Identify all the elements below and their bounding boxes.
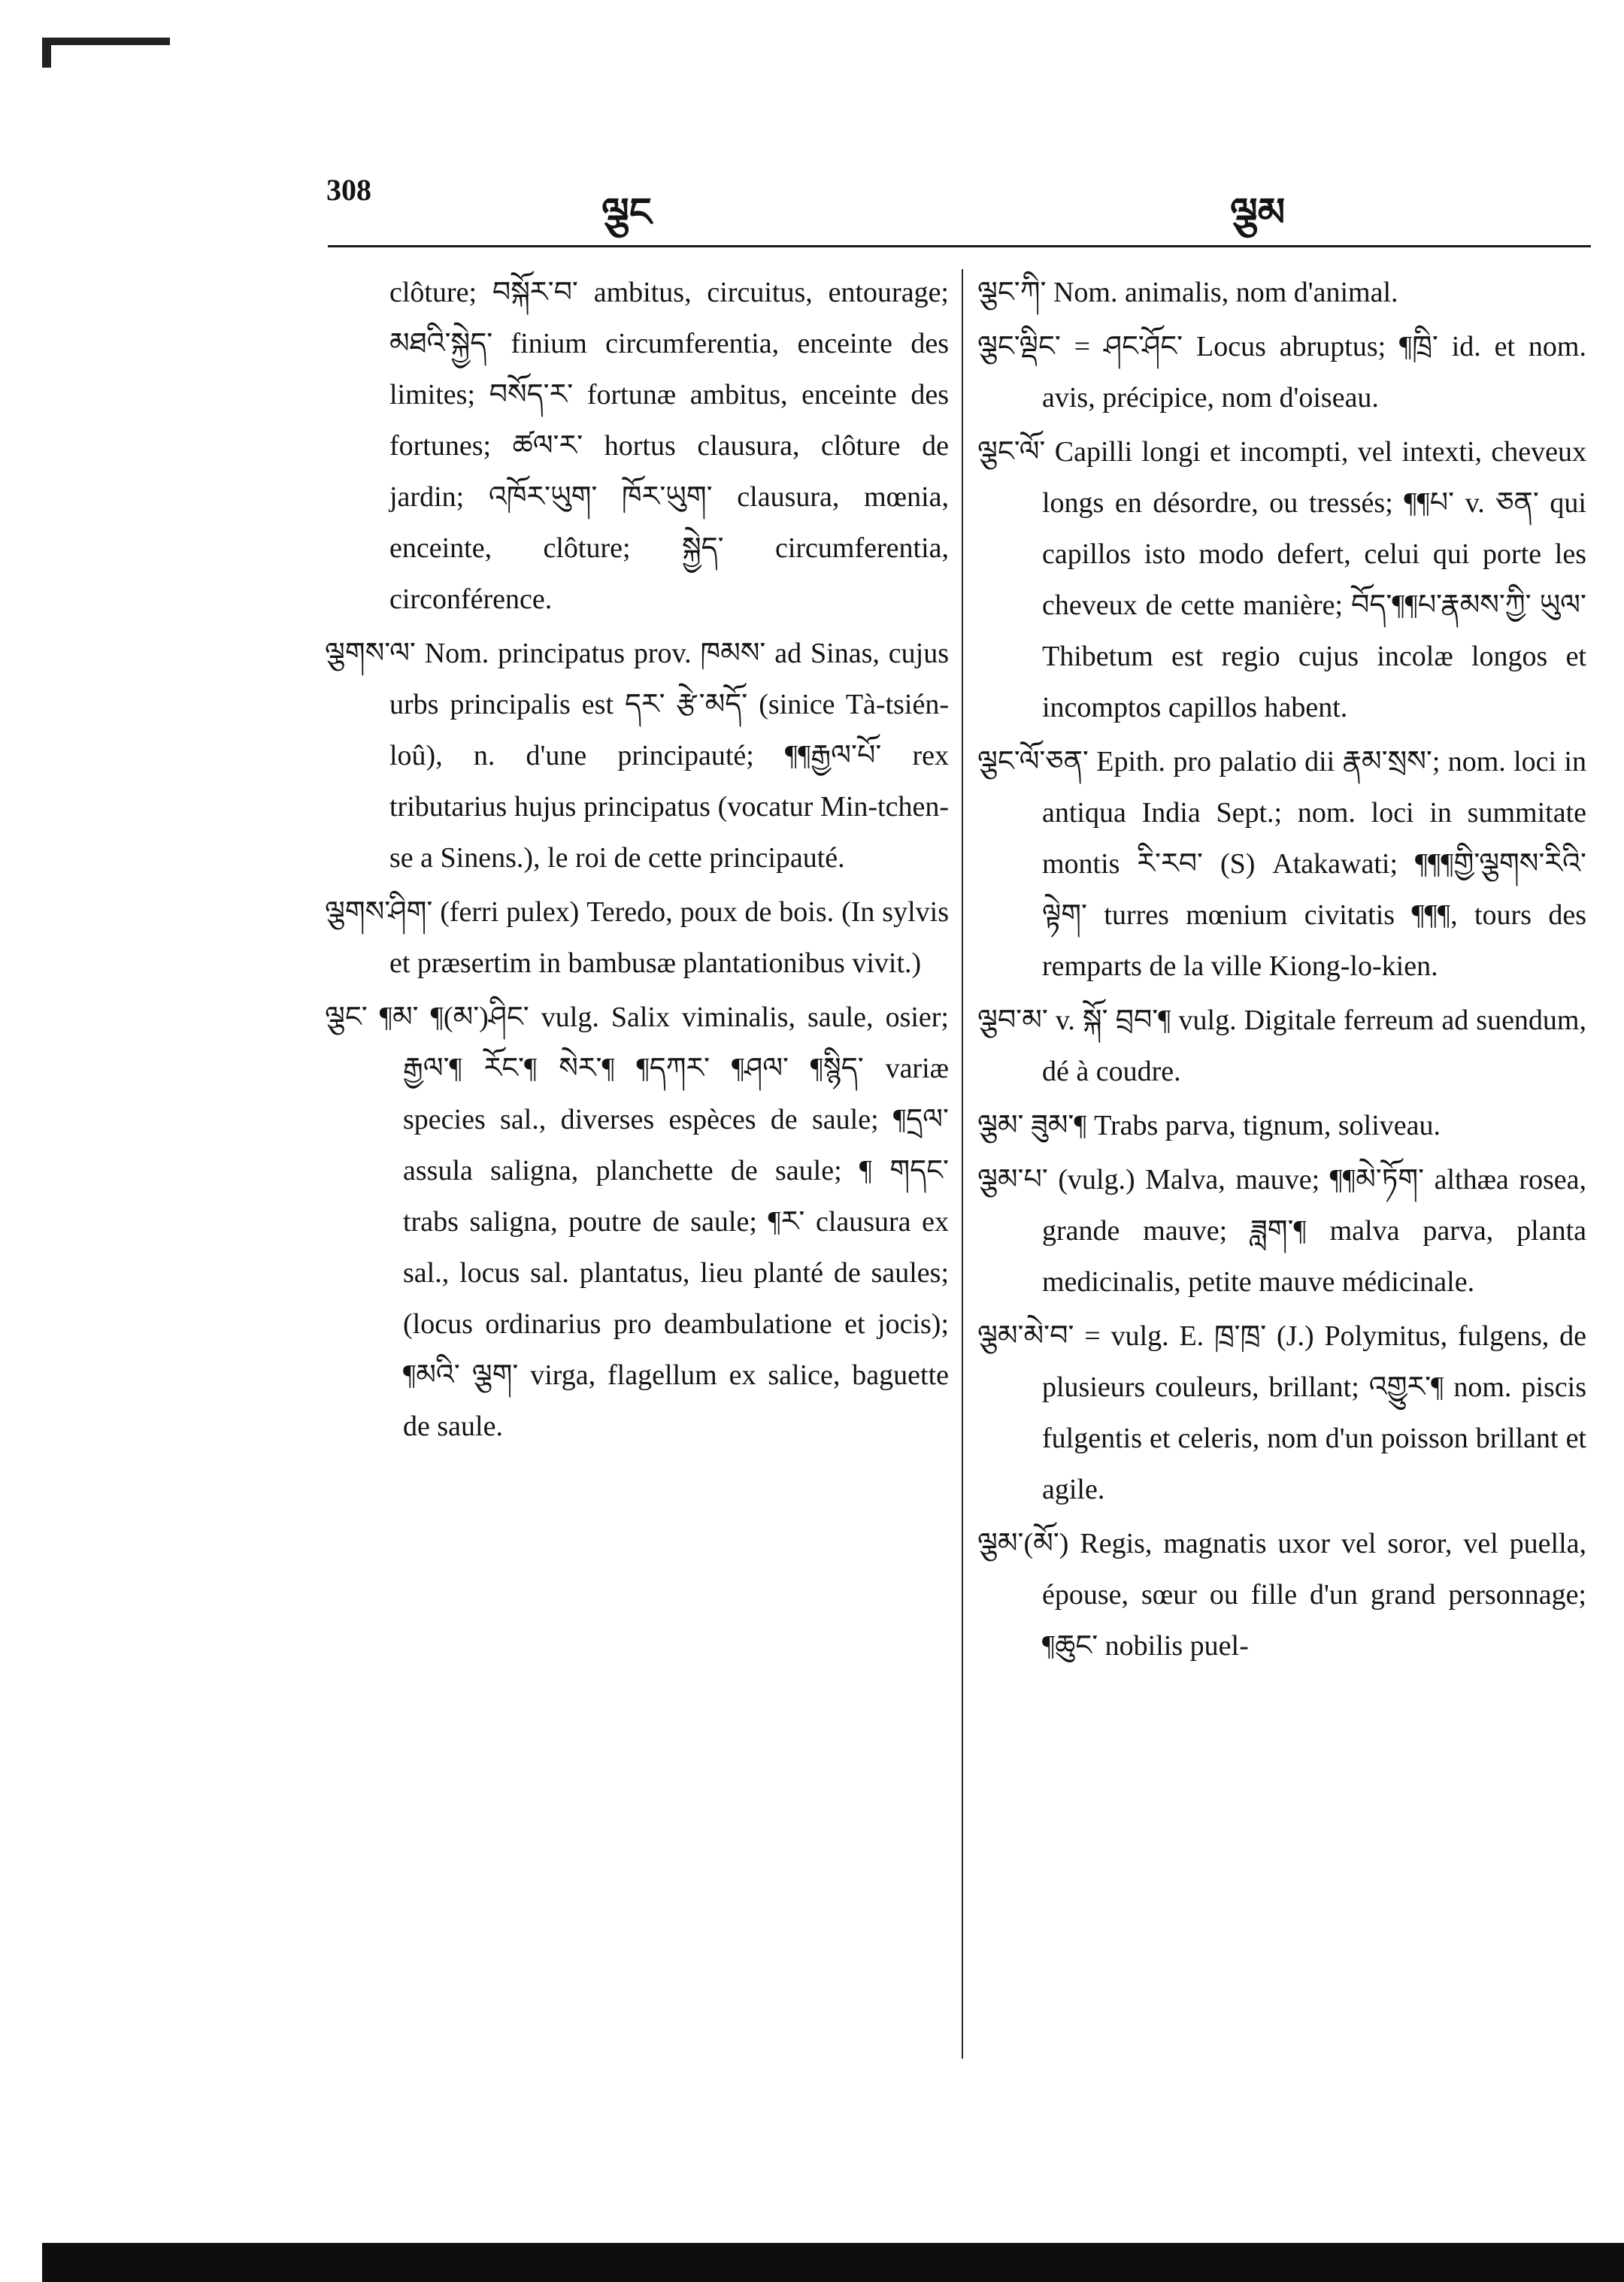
dictionary-entry: ལྕམ་(མོ་) Regis, magnatis uxor vel soror, vel puella, épouse, sœur ou fille d'un grand personnage; ¶ཆུང་ nobilis puel- (977, 1528, 1586, 1662)
dictionary-entry: ལྕམ་པ་ (vulg.) Malva, mauve; ¶¶མེ་ཏོག་ althæa rosea, grande mauve; ཟླག་¶ malva parva, planta medicinalis, petite mauve médicinale. (977, 1164, 1586, 1298)
dictionary-entry: ལྕང་ ¶མ་ ¶(མ་)ཤིང་ vulg. Salix viminalis, saule, osier; རྒྱལ་¶ རོང་¶ སེར་¶ ¶དཀར་ ¶ཤལ་ ¶སྙིད་ variæ species sal., diverses espèces de saule; ¶དྲལ་ assula saligna, planchette de saule; ¶ གདང་ trabs saligna, poutre de saule; ¶ར་ clausura ex sal., locus sal. plantatus, lieu planté de saules; (locus ordinarius pro deambulatione et jocis); ¶མའི་ ལྕག་ virga, flagellum ex salice, baguette de saule. (325, 1002, 949, 1442)
dictionary-entry: ལྕགས་ལ་ Nom. principatus prov. ཁམས་ ad Sinas, cujus urbs principalis est དར་ རྩེ་མདོ་ (sinice Tà-tsién-loû), n. d'une principauté; ¶¶རྒྱལ་པོ་ rex tributarius hujus principatus (vocatur Min-tchen-se a Sinens.), le roi de cette principauté. (325, 638, 949, 874)
dictionary-entry: ལྕབ་མ་ v. སྐོ་ བྲབ་¶ vulg. Digitale ferreum ad suendum, dé à coudre. (977, 1005, 1586, 1087)
running-head-right: ལྕམ (1230, 190, 1286, 235)
corner-mark (42, 38, 170, 45)
dictionary-entry: clôture; བསྐོར་བ་ ambitus, circuitus, entourage; མཐའི་སྐྱེད་ finium circumferentia, enceinte des limites; བསོད་ར་ fortunæ ambitus, enceinte des fortunes; ཚལ་ར་ hortus clausura, clôture de jardin; འཁོར་ཡུག་ ཁོར་ཡུག་ clausura, mœnia, enceinte, clôture; སྐྱེད་ circumferentia, circonférence. (389, 277, 949, 615)
dictionary-entry: ལྕང་ལྡིང་ = ཤང་ཤོང་ Locus abruptus; ¶ཁྲི་ id. et nom. avis, précipice, nom d'oiseau. (977, 331, 1586, 414)
page-header (0, 169, 1624, 235)
dictionary-entry: ལྕང་ལོ་ Capilli longi et incompti, vel intexti, cheveux longs en désordre, ou tressés; ¶¶པ་ v. ཅན་ qui capillos isto modo defert, celui qui porte les cheveux de cette manière; བོད་¶¶པ་རྣམས་ཀྱི་ ཡུལ་ Thibetum est regio cujus incolæ longos et incomptos capillos habent. (977, 436, 1586, 723)
page-number: 308 (326, 173, 371, 207)
dictionary-entry: ལྕང་ལོ་ཅན་ Epith. pro palatio dii རྣམ་སྲས་; nom. loci in antiqua India Sept.; nom. loci in summitate montis རི་རབ་ (S) Atakawati; ¶¶¶གྱི་ལྕགས་རིའི་ལྟེག་ turres mœnium civitatis ¶¶¶, tours des remparts de la ville Kiong-lo-kien. (977, 746, 1586, 982)
dictionary-entry: ལྕམ་མེ་བ་ = vulg. E. ཁྲ་ཁྲ་ (J.) Polymitus, fulgens, de plusieurs couleurs, brillant; འགྱུར་¶ nom. piscis fulgentis et celeris, nom d'un poisson brillant et agile. (977, 1320, 1586, 1505)
dictionary-entry: ལྕང་ཀི་ Nom. animalis, nom d'animal. (977, 277, 1398, 308)
column-rule (962, 269, 963, 2059)
right-column (977, 267, 1586, 1671)
left-column (325, 267, 949, 1452)
header-rule (328, 245, 1591, 247)
scan-edge-bar (42, 2243, 1624, 2282)
running-head-left: ལྕང (601, 190, 652, 235)
dictionary-entry: ལྕམ་ ཟུམ་¶ Trabs parva, tignum, soliveau. (977, 1110, 1441, 1141)
dictionary-entry: ལྕགས་ཤིག་ (ferri pulex) Teredo, poux de bois. (In sylvis et præsertim in bambusæ plantationibus vivit.) (325, 896, 949, 979)
